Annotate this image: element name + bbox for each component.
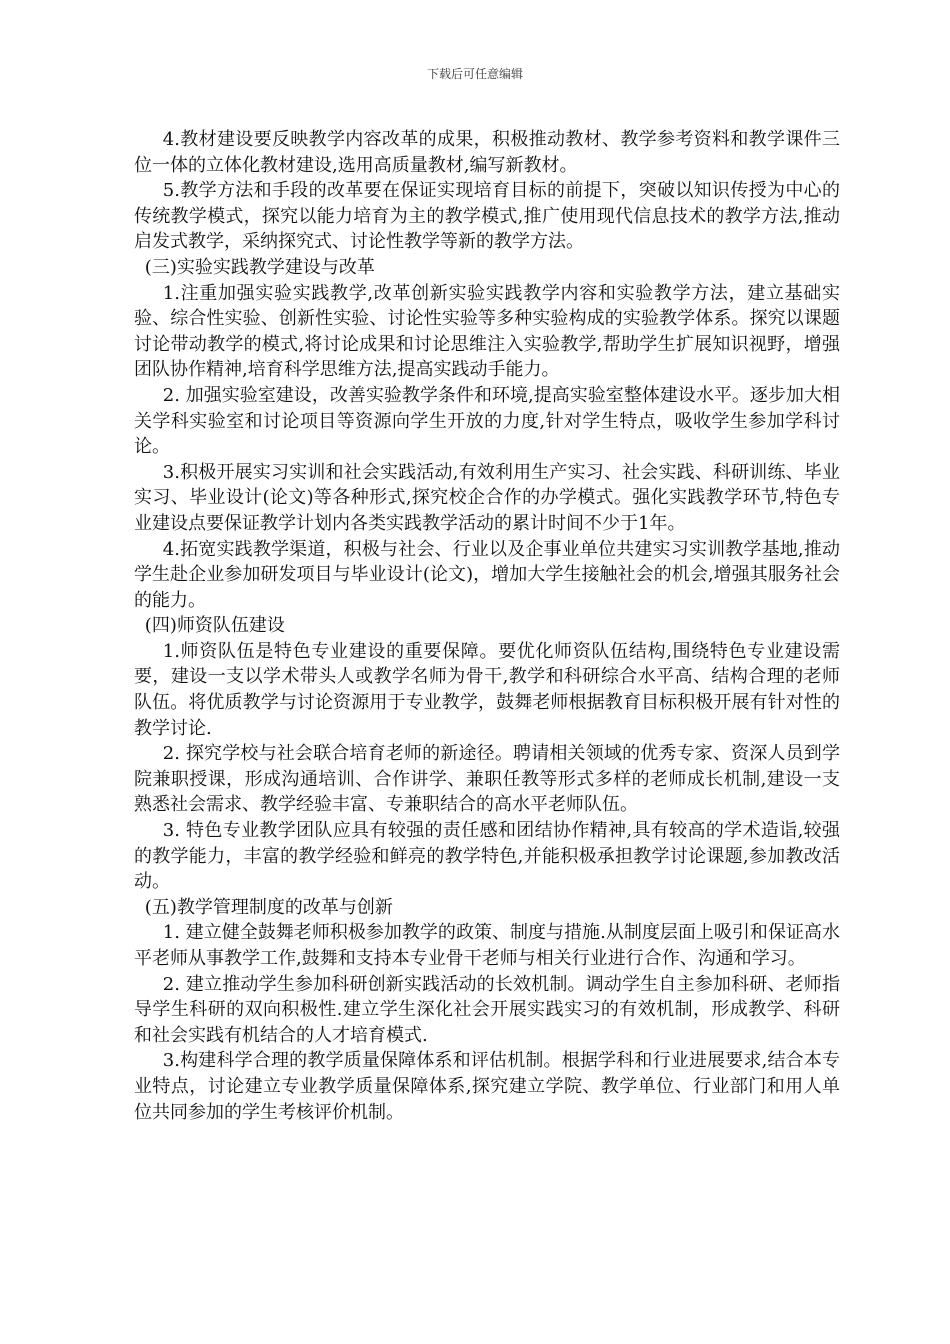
paragraph-faculty-structure: 1.师资队伍是特色专业建设的重要保障。要优化师资队伍结构,围绕特色专业建设需要，建设一支以学术带头人或教学名师为骨干,教学和科研综合水平高、结构合理的老师队伍。将优质教学与讨论资源用于专业教学，鼓舞老师根据教育目标积极开展有针对性的教学讨论. (134, 640, 840, 739)
paragraph-textbook-construction: 4.教材建设要反映教学内容改革的成果，积极推动教材、教学参考资料和教学课件三位一体的立体化教材建设,选用高质量教材,编写新教材。 (134, 129, 840, 176)
paragraph-incentive-policy: 1. 建立健全鼓舞老师积极参加教学的政策、制度与措施.从制度层面上吸引和保证高水平老师从事教学工作,鼓舞和支持本专业骨干老师与相关行业进行合作、沟通和学习。 (134, 922, 840, 969)
paragraph-laboratory-construction: 2. 加强实验室建设，改善实验教学条件和环境,提高实验室整体建设水平。逐步加大相关学科实验室和讨论项目等资源向学生开放的力度,针对学生特点，吸收学生参加学科讨论。 (134, 384, 840, 458)
page-header: 下载后可任意编辑 (426, 67, 523, 81)
paragraph-internship-practice: 3.积极开展实习实训和社会实践活动,有效利用生产实习、社会实践、科研训练、毕业实习、毕业设计(论文)等各种形式,探究校企合作的办学模式。强化实践教学环节,特色专业建设点要保证教学计划内各类实践教学活动的累计时间不少于1年。 (134, 461, 840, 534)
section-heading-faculty: (四)师资队伍建设 (144, 615, 285, 637)
paragraph-teaching-team: 3. 特色专业教学团队应具有较强的责任感和团结协作精神,具有较高的学术造诣,较强的教学能力，丰富的教学经验和鲜亮的教学特色,并能积极承担教学讨论课题,参加教改活动。 (134, 820, 840, 893)
paragraph-experimental-teaching: 1.注重加强实验实践教学,改革创新实验实践教学内容和实验教学方法，建立基础实验、综合性实验、创新性实验、讨论性实验等多种实验构成的实验教学体系。探究以课题讨论带动教学的模式,将讨论成果和讨论思维注入实验教学,帮助学生扩展知识视野，增强团队协作精神,培育科学思维方法,提高实践动手能力。 (134, 282, 840, 381)
paragraph-student-research: 2. 建立推动学生参加科研创新实践活动的长效机制。调动学生自主参加科研、老师指导学生科研的双向积极性.建立学生深化社会开展实践实习的有效机制，形成教学、科研和社会实践有机结合的人才培育模式. (134, 973, 840, 1046)
paragraph-practice-channels: 4.拓宽实践教学渠道，积极与社会、行业以及企事业单位共建实习实训教学基地,推动学生赴企业参加研发项目与毕业设计(论文)，增加大学生接触社会的机会,增强其服务社会的能力。 (134, 538, 840, 611)
section-heading-management-reform: (五)教学管理制度的改革与创新 (144, 896, 393, 918)
paragraph-teaching-methods: 5.教学方法和手段的改革要在保证实现培育目标的前提下，突破以知识传授为中心的传统教学模式，探究以能力培育为主的教学模式,推广使用现代信息技术的教学方法,推动启发式教学，采纳探究式、讨论性教学等新的教学方法。 (134, 180, 840, 253)
paragraph-quality-assurance: 3.构建科学合理的教学质量保障体系和评估机制。根据学科和行业进展要求,结合本专业特点，讨论建立专业教学质量保障体系,探究建立学院、教学单位、行业部门和用人单位共同参加的学生考核评价机制。 (134, 1050, 840, 1123)
document-body (134, 127, 840, 1125)
paragraph-joint-training: 2. 探究学校与社会联合培育老师的新途径。聘请相关领域的优秀专家、资深人员到学院兼职授课，形成沟通培训、合作讲学、兼职任教等形式多样的老师成长机制,建设一支熟悉社会需求、教学经验丰富、专兼职结合的高水平老师队伍。 (134, 743, 840, 816)
section-heading-experimental-teaching: (三)实验实践教学建设与改革 (144, 256, 375, 278)
